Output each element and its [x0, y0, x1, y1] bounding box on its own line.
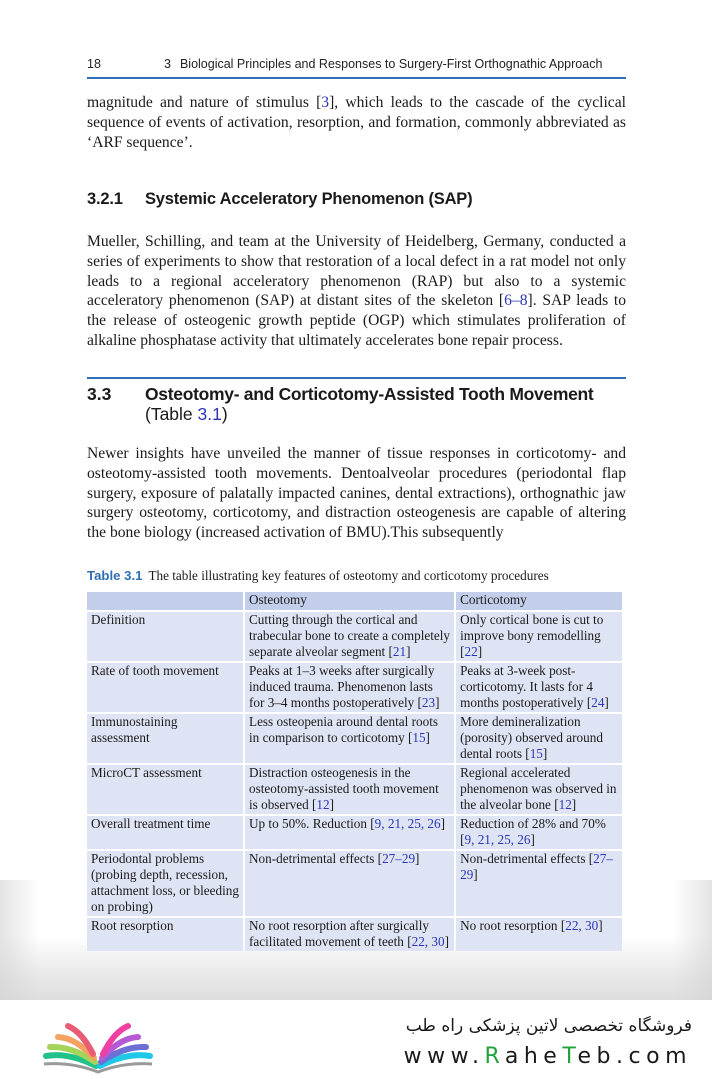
paragraph-text: ]. SAP leads to the release of osteogenic growth peptide (OGP) which stimulates proliferation of alkaline phosphatase activity that ultimately accelerates bone repair process. — [87, 292, 626, 349]
feature-cell: Immunostaining assessment — [87, 714, 243, 763]
cell-text: ] — [571, 797, 577, 812]
chapter-number: 3 — [164, 57, 171, 71]
cell-text: ] — [406, 644, 411, 659]
table-row — [87, 663, 622, 712]
section-number: 3.3 — [87, 384, 112, 404]
cell-text: ] — [604, 695, 609, 710]
cell-text: Up to 50%. Reduction [ — [249, 816, 375, 831]
paragraph-text: ], which leads to the cascade of the cyclical sequence of events of activation, resorption, and formation, commonly abbreviated as ‘ARF sequence’. — [87, 94, 626, 151]
citation-link[interactable]: 9, 21, 25, 26 — [464, 832, 531, 847]
features-table — [85, 590, 624, 953]
table-row — [87, 816, 622, 849]
table-caption — [87, 568, 626, 584]
cell-text: Peaks at 3-week post-corticotomy. It lasts for 4 months postoperatively [ — [460, 663, 593, 710]
corticotomy-cell — [456, 816, 622, 849]
subsection-heading — [87, 190, 472, 209]
url-part: eb.com — [577, 1044, 692, 1069]
url-highlight: R — [484, 1044, 505, 1069]
url-highlight: T — [562, 1044, 578, 1069]
corticotomy-cell — [456, 612, 622, 661]
table-ref-prefix: (Table — [145, 404, 198, 424]
cell-text: ] — [530, 832, 535, 847]
sap-paragraph — [87, 232, 626, 351]
citation-link[interactable]: 12 — [316, 797, 330, 812]
cell-text: Only cortical bone is cut to improve bony remodelling [ — [460, 612, 604, 659]
corticotomy-cell — [456, 918, 622, 951]
cell-text: ] — [598, 918, 603, 933]
osteotomy-cell — [245, 663, 454, 712]
citation-link[interactable]: 22, 30 — [411, 934, 445, 949]
citation-link[interactable]: 12 — [558, 797, 572, 812]
cell-text: ] — [425, 730, 430, 745]
cell-text: ] — [473, 867, 478, 882]
cell-text: ] — [415, 851, 420, 866]
table-reference — [145, 404, 228, 425]
corticotomy-cell — [456, 663, 622, 712]
citation-link[interactable]: 15 — [412, 730, 426, 745]
corticotomy-cell — [456, 765, 622, 814]
cell-text: Regional accelerated phenomenon was observed in the alveolar bone [ — [460, 765, 617, 812]
table-ref-suffix: ) — [221, 404, 228, 424]
intro-paragraph — [87, 93, 626, 152]
feature-cell: Periodontal problems (probing depth, recession, attachment loss, or bleeding on probing) — [87, 851, 243, 916]
feature-cell: Overall treatment time — [87, 816, 243, 849]
osteotomy-cell — [245, 851, 454, 916]
feature-cell: MicroCT assessment — [87, 765, 243, 814]
chapter-heading — [164, 57, 602, 71]
cell-text: Distraction osteogenesis in the osteotomy-assisted tooth movement is observed [ — [249, 765, 439, 812]
cell-text: ] — [435, 695, 440, 710]
table-row — [87, 612, 622, 661]
citation-link[interactable]: 22 — [464, 644, 478, 659]
cell-text: ] — [542, 746, 548, 761]
store-url[interactable] — [404, 1044, 692, 1069]
cell-text: ] — [329, 797, 334, 812]
citation-link[interactable]: 15 — [529, 746, 543, 761]
page-number: 18 — [87, 57, 101, 71]
section-rule — [87, 377, 626, 379]
corticotomy-cell — [456, 714, 622, 763]
running-head — [87, 55, 626, 79]
cell-text: Non-detrimental effects [ — [460, 851, 594, 866]
footer-banner — [0, 1000, 712, 1079]
cell-text: No root resorption after surgically facilitated movement of teeth [ — [249, 918, 429, 949]
citation-link[interactable]: 23 — [421, 695, 436, 710]
cell-text: Non-detrimental effects [ — [249, 851, 383, 866]
citation-link[interactable]: 9, 21, 25, 26 — [374, 816, 441, 831]
citation-link[interactable]: 24 — [591, 695, 605, 710]
section-title: Osteotomy- and Corticotomy-Assisted Tooth Movement — [145, 384, 594, 404]
section-paragraph: Newer insights have unveiled the manner of tissue responses in corticotomy- and osteotomy-assisted tooth movements. Dentoalveolar procedures (periodontal flap surgery, exposure of palatally impacted canines, dental extractions), orthognathic jaw surgery osteotomy, corticotomy, and distraction osteogenesis are capable of altering the bone biology (increased activation of BMU).This subsequently — [87, 445, 626, 542]
table-label: Table 3.1 — [87, 568, 143, 583]
url-part: ahe — [504, 1044, 563, 1069]
table-caption-text: The table illustrating key features of osteotomy and corticotomy procedures — [148, 568, 549, 583]
header-cell-corticotomy: Corticotomy — [456, 592, 622, 610]
header-cell-feature — [87, 592, 243, 610]
paragraph-text: magnitude and nature of stimulus [ — [87, 94, 322, 111]
citation-link[interactable]: 21 — [392, 644, 407, 659]
subsection-number: 3.2.1 — [87, 190, 123, 208]
cell-text: Reduction of 28% and 70% [ — [460, 816, 606, 847]
citation-link[interactable]: 27–29 — [382, 851, 416, 866]
citation-link[interactable]: 22, 30 — [565, 918, 599, 933]
url-part: www. — [403, 1044, 485, 1069]
table-ref-link[interactable]: 3.1 — [197, 404, 222, 424]
osteotomy-cell — [245, 714, 454, 763]
feature-cell: Definition — [87, 612, 243, 661]
osteotomy-cell — [245, 816, 454, 849]
table-row — [87, 765, 622, 814]
osteotomy-cell — [245, 765, 454, 814]
table-row — [87, 918, 622, 951]
citation-link[interactable]: 27–29 — [460, 851, 613, 882]
corticotomy-cell — [456, 851, 622, 916]
table-row — [87, 714, 622, 763]
store-name: فروشگاه تخصصی لاتین پزشکی راه طب — [405, 1016, 692, 1036]
cell-text: Cutting through the cortical and trabecular bone to create a completely separate alveolar segment [ — [249, 612, 451, 659]
feature-cell: Root resorption — [87, 918, 243, 951]
cell-text: No root resorption [ — [460, 918, 566, 933]
chapter-title: Biological Principles and Responses to Surgery-First Orthognathic Approach — [179, 57, 603, 71]
cell-text: ] — [444, 934, 449, 949]
table-row — [87, 851, 622, 916]
cell-text: More demineralization (porosity) observed around dental roots [ — [460, 714, 603, 761]
open-book-rainbow-icon — [38, 1012, 158, 1074]
header-cell-osteotomy: Osteotomy — [245, 592, 454, 610]
cell-text: ] — [440, 816, 445, 831]
cell-text: Peaks at 1–3 weeks after surgically induced trauma. Phenomenon lasts for 3–4 months postoperatively [ — [249, 663, 435, 710]
paragraph-text: Mueller, Schilling, and team at the University of Heidelberg, Germany, conducted a series of experiments to show that restoration of a local defect in a rat model not only leads to a regional acceleratory phenomenon (RAP) but also to a systemic acceleratory phenomenon (SAP) at distant sites of the skeleton [ — [87, 233, 626, 310]
cell-text: Less osteopenia around dental roots in comparison to corticotomy [ — [249, 714, 438, 745]
feature-cell: Rate of tooth movement — [87, 663, 243, 712]
table-header-row — [87, 592, 622, 610]
osteotomy-cell — [245, 918, 454, 951]
osteotomy-cell — [245, 612, 454, 661]
citation-link[interactable]: 3 — [321, 94, 330, 111]
cell-text: ] — [477, 644, 483, 659]
citation-link[interactable]: 6–8 — [504, 292, 528, 310]
subsection-title: Systemic Acceleratory Phenomenon (SAP) — [145, 190, 473, 208]
